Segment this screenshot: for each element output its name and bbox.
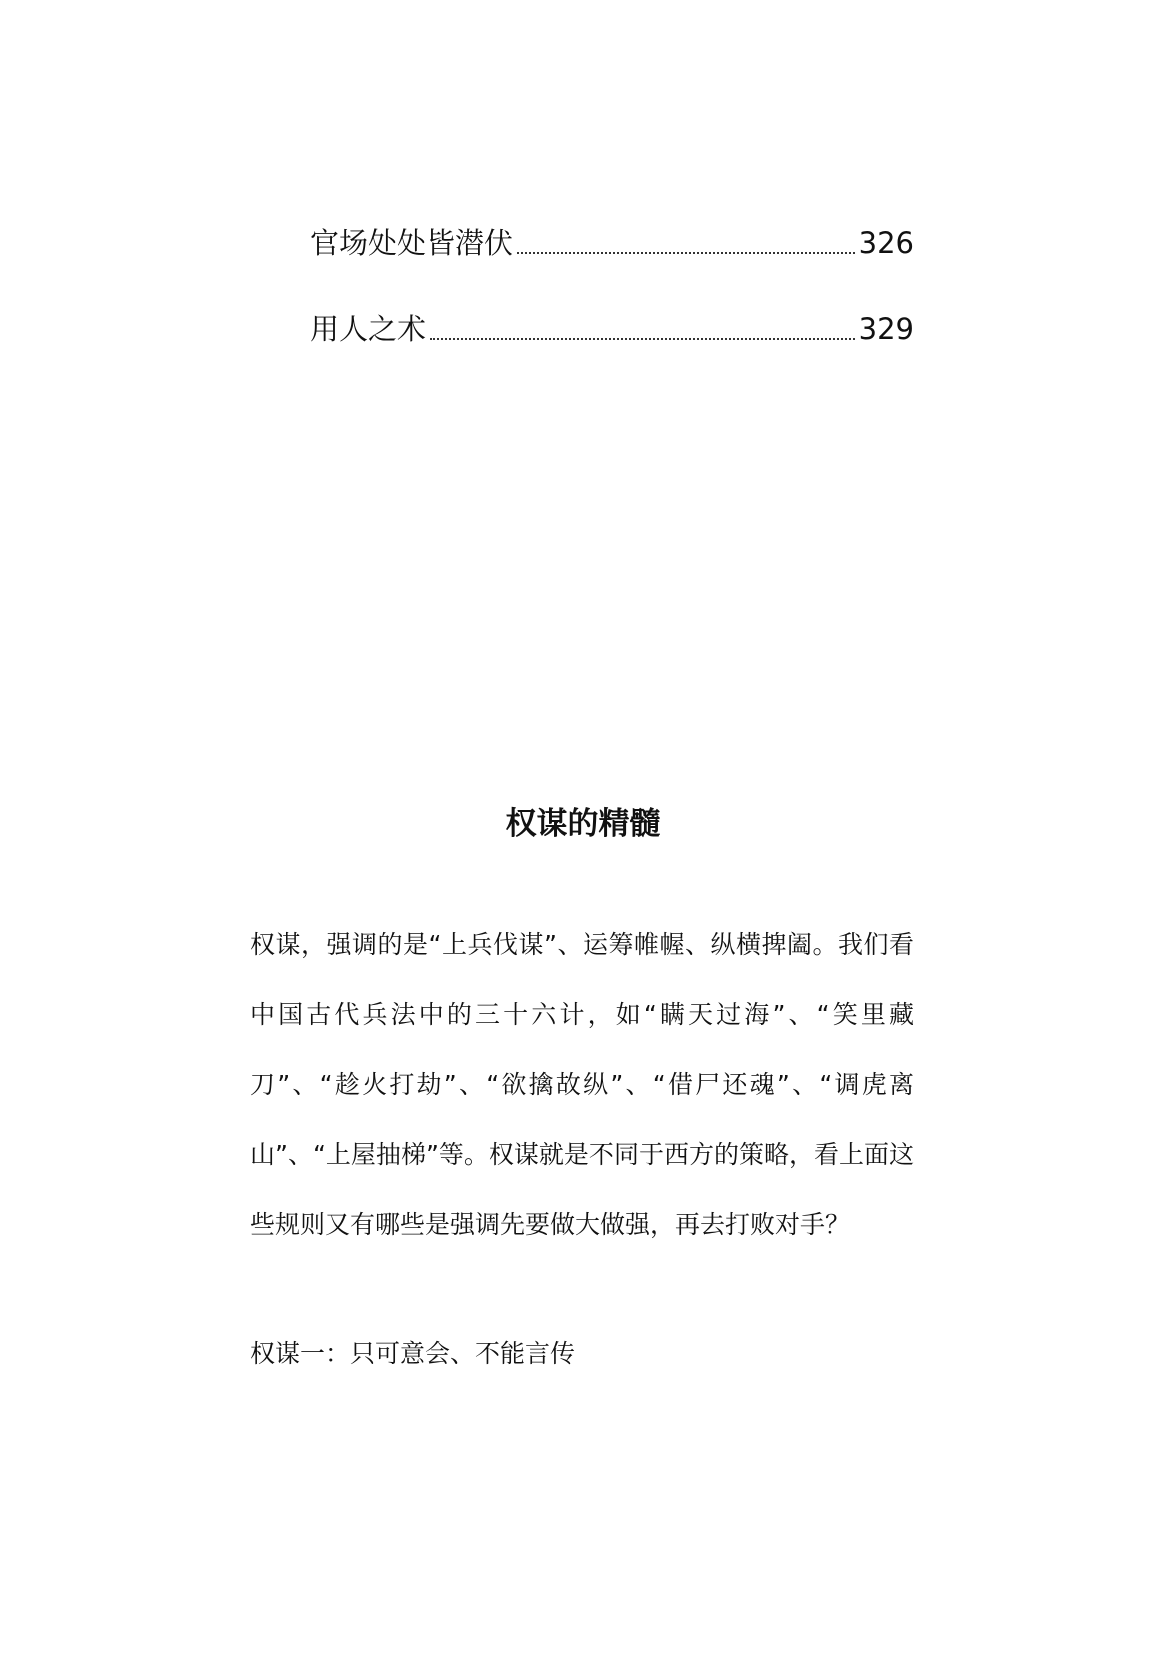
toc-leader-dots xyxy=(430,338,855,340)
toc-entry-page: 326 xyxy=(858,226,914,260)
section-heading: 权谋一：只可意会、不能言传 xyxy=(250,1339,576,1368)
body-paragraph: 权谋，强调的是“上兵伐谋”、运筹帷幄、纵横捭阖。我们看中国古代兵法中的三十六计，如“瞒天过海”、“笑里藏刀”、“趁火打劫”、“欲擒故纵”、“借尸还魂”、“调虎离山”、“上屋抽梯”等。权谋就是不同于西方的策略，看上面这些规则又有哪些是强调先要做大做强，再去打败对手？ xyxy=(250,930,914,1239)
toc-entry-title: 用人之术 xyxy=(310,312,427,346)
toc-entry[interactable] xyxy=(310,304,914,354)
chapter-title: 权谋的精髓 xyxy=(505,806,661,842)
toc-entry[interactable] xyxy=(310,218,914,268)
table-of-contents xyxy=(310,218,914,390)
toc-entry-title: 官场处处皆潜伏 xyxy=(310,226,514,260)
toc-entry-page: 329 xyxy=(858,312,914,346)
toc-leader-dots xyxy=(517,252,855,254)
